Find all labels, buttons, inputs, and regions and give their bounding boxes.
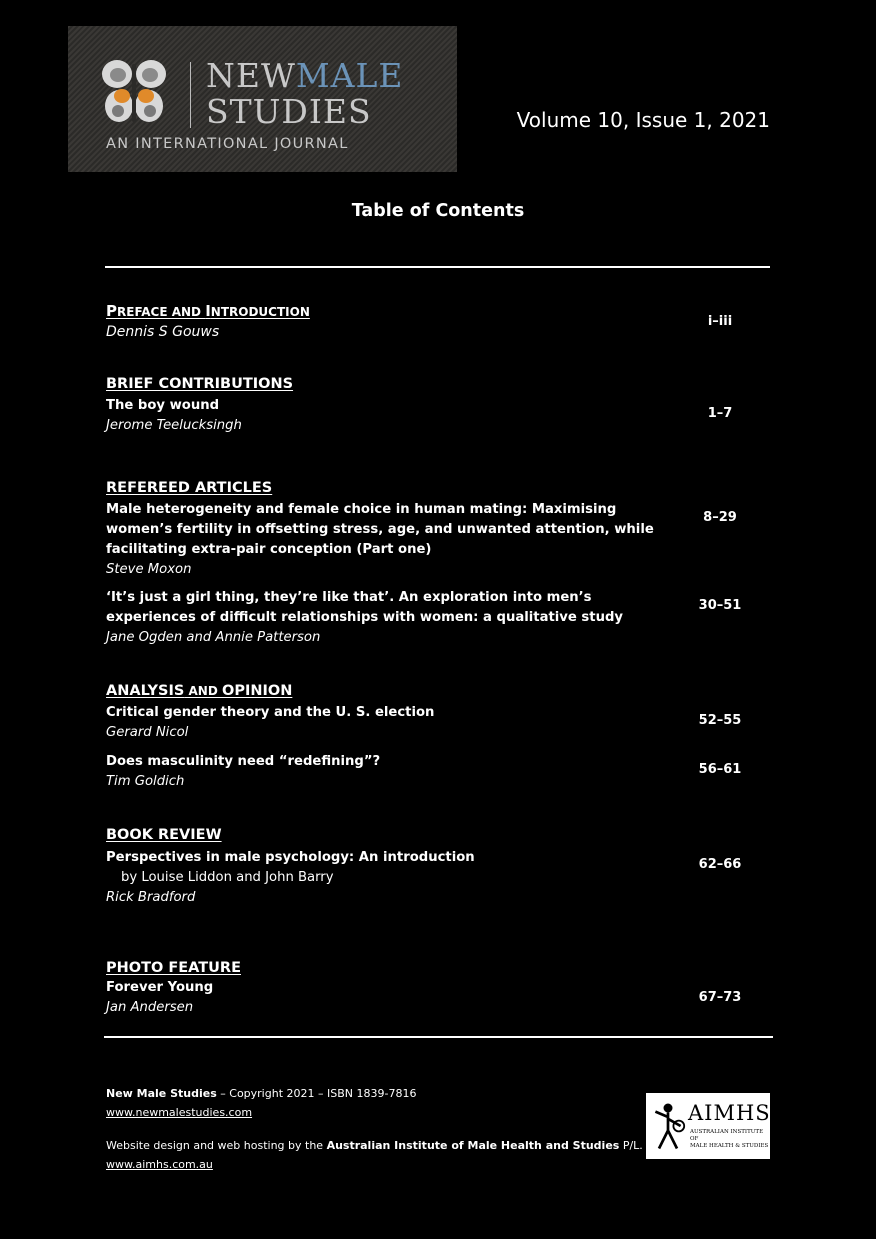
aimhs-website-link[interactable]: www.aimhs.com.au [106,1158,213,1171]
entry-title: ‘It’s just a girl thing, they’re like that’. An exploration into men’s experiences of difficult relationships with women: a qualitative study [106,590,624,625]
toc-entry[interactable] [106,396,666,436]
top-rule [105,266,770,268]
toc-entry[interactable] [106,848,666,908]
entry-author: Gerard Nicol [106,725,189,740]
entry-pages: 30–51 [698,598,742,613]
entry-pages: 62–66 [698,857,742,872]
section-analysis-heading: ANALYSIS AND OPINION [106,683,293,699]
butterfly-logo-icon [100,56,168,128]
toc-entry[interactable] [106,500,666,580]
entry-title: Critical gender theory and the U. S. election [106,705,435,720]
logo-name-line1: NEWMALE [206,56,404,95]
entry-author: Rick Bradford [106,890,196,905]
entry-pages: 52–55 [698,713,742,728]
aimhs-name: AIMHS [688,1101,771,1125]
logo-name-line2: STUDIES [206,92,372,131]
section-photo-heading: PHOTO FEATURE [106,960,241,976]
entry-title: Perspectives in male psychology: An introduction [106,850,475,865]
logo-subtitle: AN INTERNATIONAL JOURNAL [106,136,349,152]
warrior-figure-icon [650,1096,686,1156]
toc-entry[interactable] [106,703,666,743]
entry-byline: by Louise Liddon and John Barry [121,870,334,885]
journal-website-link[interactable]: www.newmalestudies.com [106,1106,253,1119]
section-preface-heading: PREFACE AND INTRODUCTION [106,302,310,320]
entry-pages: 1–7 [707,406,733,421]
preface-author: Dennis S Gouws [106,324,220,340]
preface-pages: i–iii [707,314,733,329]
entry-title: The boy wound [106,398,220,413]
entry-title: Does masculinity need “redefining”? [106,754,381,769]
entry-author: Steve Moxon [106,562,192,577]
volume-issue: Volume 10, Issue 1, 2021 [516,108,770,132]
entry-title: Male heterogeneity and female choice in human mating: Maximising women’s fertility in offsetting stress, age, and unwanted attention, while facilitating extra-pair conception (Part one) [106,502,654,557]
aimhs-logo [646,1093,770,1159]
entry-pages: 67–73 [698,990,742,1005]
section-book-heading: BOOK REVIEW [106,827,222,843]
page-title: Table of Contents [351,201,525,221]
toc-entry[interactable] [106,978,666,1018]
entry-author: Jerome Teelucksingh [106,418,242,433]
aimhs-fullname: AUSTRALIAN INSTITUTE OF MALE HEALTH & STUDIES [690,1129,769,1149]
journal-logo [68,26,457,172]
logo-divider [190,62,191,128]
entry-author: Jan Andersen [106,1000,194,1015]
bottom-rule [104,1036,773,1038]
section-brief-heading: BRIEF CONTRIBUTIONS [106,376,294,392]
entry-pages: 56–61 [698,762,742,777]
section-refereed-heading: REFEREED ARTICLES [106,480,273,496]
entry-author: Jane Ogden and Annie Patterson [106,630,321,645]
footer-journal-link[interactable] [106,1106,252,1120]
entry-author: Tim Goldich [106,774,185,789]
toc-entry[interactable] [106,752,666,792]
entry-title: Forever Young [106,980,214,995]
footer-hosting: Website design and web hosting by the Australian Institute of Male Health and Studies P/L. [106,1139,643,1152]
toc-entry[interactable] [106,588,666,648]
footer-copyright: New Male Studies – Copyright 2021 – ISBN 1839-7816 [106,1087,417,1100]
footer-aimhs-link[interactable] [106,1158,213,1172]
entry-pages: 8–29 [703,510,737,525]
